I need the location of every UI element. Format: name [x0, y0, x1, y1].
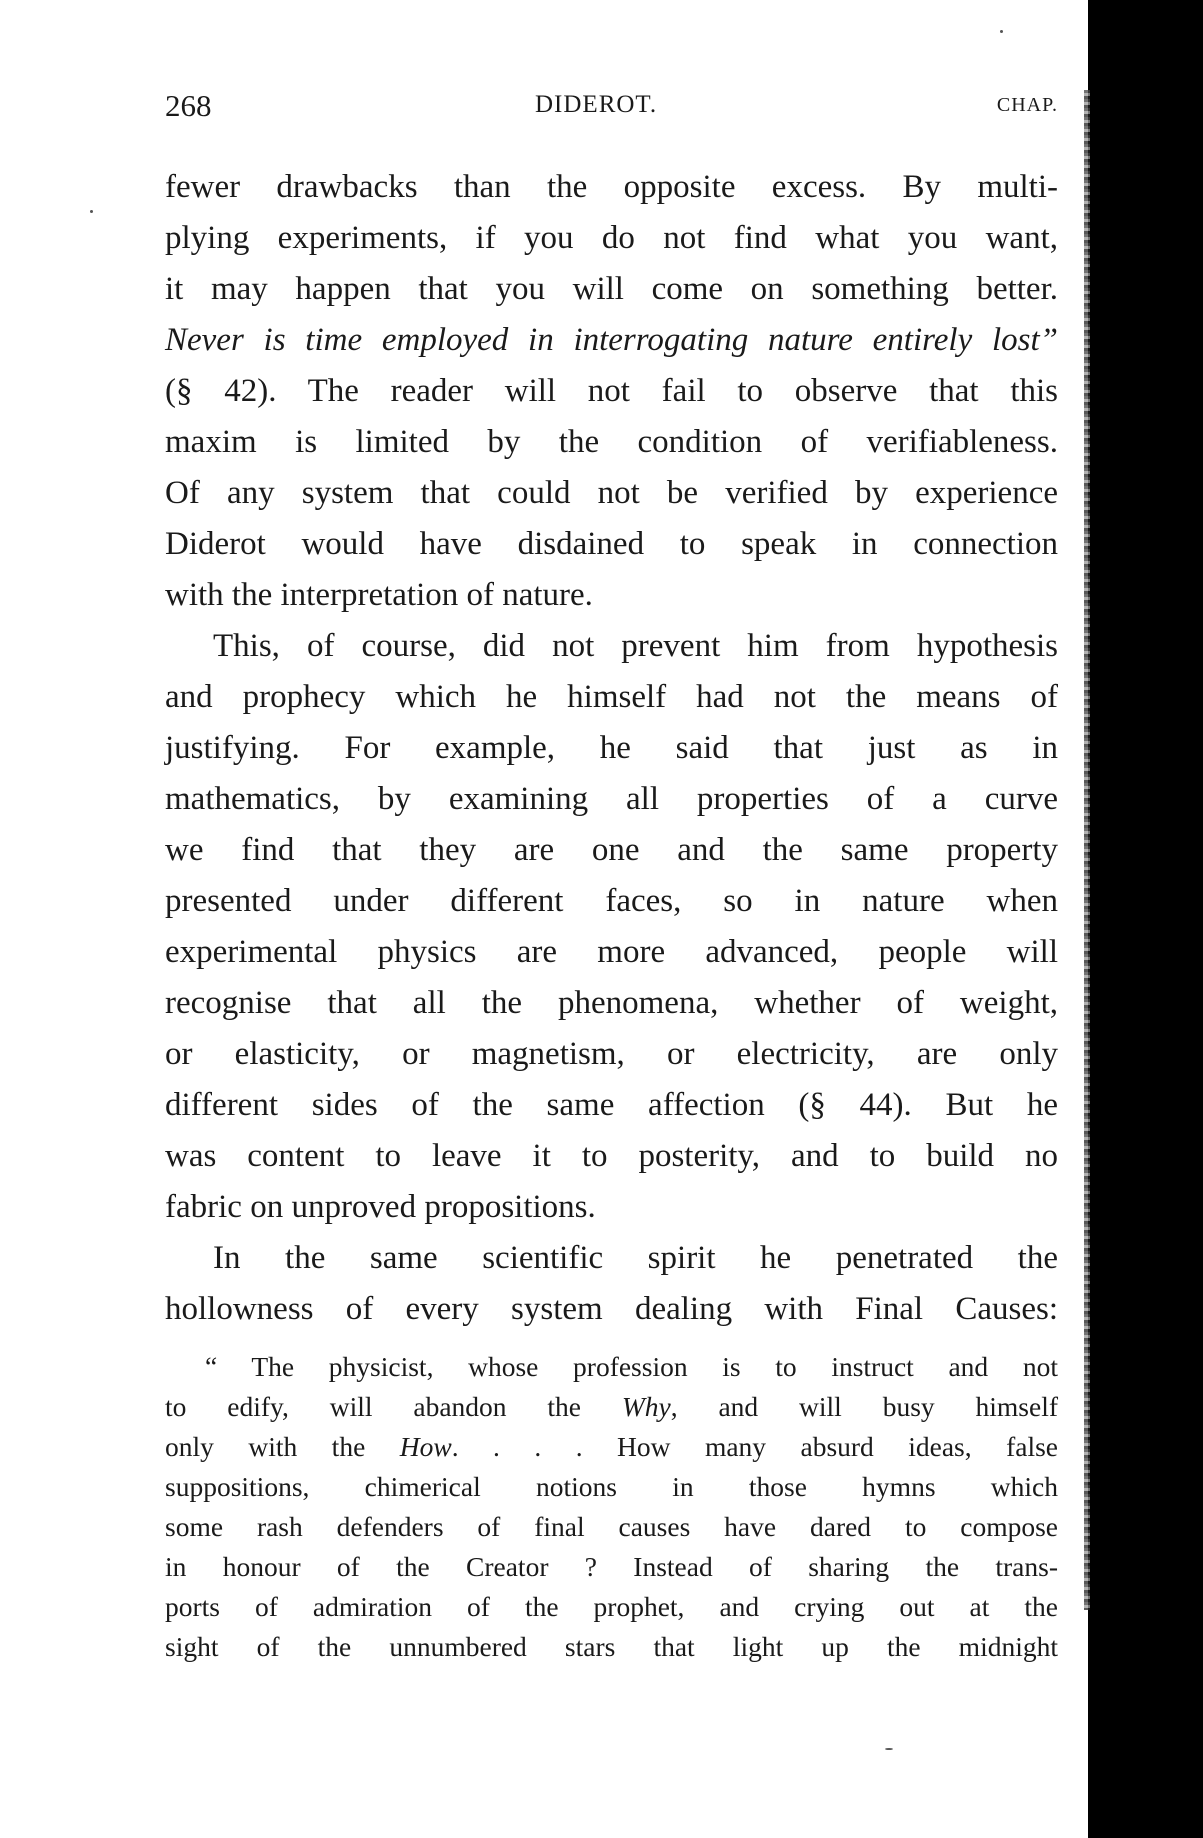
text-line: (§ 42). The reader will not fail to observe that this [165, 373, 1058, 409]
text-line: fabric on unproved propositions. [165, 1189, 596, 1225]
body-text [165, 162, 1058, 1335]
quote-line: to edify, will abandon the Why, and will busy himself [165, 1391, 1058, 1422]
paper-speck [885, 1748, 893, 1750]
running-title: DIDEROT. [535, 91, 658, 118]
text-line: it may happen that you will come on something better. [165, 271, 1058, 307]
text-line: and prophecy which he himself had not the means of [165, 679, 1058, 715]
text-line: hollowness of every system dealing with Final Causes: [165, 1291, 1058, 1327]
paper-speck [1000, 30, 1003, 33]
text-line [165, 315, 1058, 366]
text-line: presented under different faces, so in nature when [165, 883, 1058, 919]
text-line: Of any system that could not be verified by experience [165, 475, 1058, 511]
text-line: experimental physics are more advanced, people will [165, 934, 1058, 970]
text-line: plying experiments, if you do not find what you want, [165, 220, 1058, 256]
text-line: fewer drawbacks than the opposite excess. By multi- [165, 169, 1058, 205]
paragraph [165, 1233, 1058, 1335]
text-line: maxim is limited by the condition of verifiableness. [165, 424, 1058, 460]
text-line: with the interpretation of nature. [165, 577, 593, 613]
italic-emphasis: Never is time employed in interrogating nature entirely lost” [165, 322, 1058, 358]
page-number: 268 [165, 88, 212, 123]
chapter-label: CHAP. [996, 94, 1058, 116]
text-line: recognise that all the phenomena, whether of weight, [165, 985, 1058, 1021]
paragraph [165, 621, 1058, 1233]
quote-line: in honour of the Creator ? Instead of sharing the trans- [165, 1551, 1058, 1582]
quote-line: sight of the unnumbered stars that light up the midnight [165, 1631, 1058, 1662]
text-line: mathematics, by examining all properties of a curve [165, 781, 1058, 817]
text-line: In the same scientific spirit he penetrated the [213, 1240, 1058, 1276]
book-gutter-shadow [1088, 0, 1203, 1838]
text-line: This, of course, did not prevent him from hypothesis [213, 628, 1058, 664]
text-line: justifying. For example, he said that just as in [165, 730, 1058, 766]
quote-line: “ The physicist, whose profession is to instruct and not [205, 1351, 1058, 1382]
text-line: was content to leave it to posterity, and to build no [165, 1138, 1058, 1174]
text-line: or elasticity, or magnetism, or electricity, are only [165, 1036, 1058, 1072]
quote-line: ports of admiration of the prophet, and crying out at the [165, 1591, 1058, 1622]
paper-speck [90, 210, 93, 213]
text-line: Diderot would have disdained to speak in connection [165, 526, 1058, 562]
quote-line: only with the How. . . . How many absurd ideas, false [165, 1431, 1058, 1462]
page-edge [1084, 90, 1090, 1610]
quote-line: suppositions, chimerical notions in those hymns which [165, 1471, 1058, 1502]
text-line: different sides of the same affection (§ 44). But he [165, 1087, 1058, 1123]
running-header [165, 88, 1058, 124]
block-quote [165, 1347, 1058, 1667]
paragraph [165, 162, 1058, 621]
quote-line: some rash defenders of final causes have dared to compose [165, 1511, 1058, 1542]
text-line: we find that they are one and the same property [165, 832, 1058, 868]
